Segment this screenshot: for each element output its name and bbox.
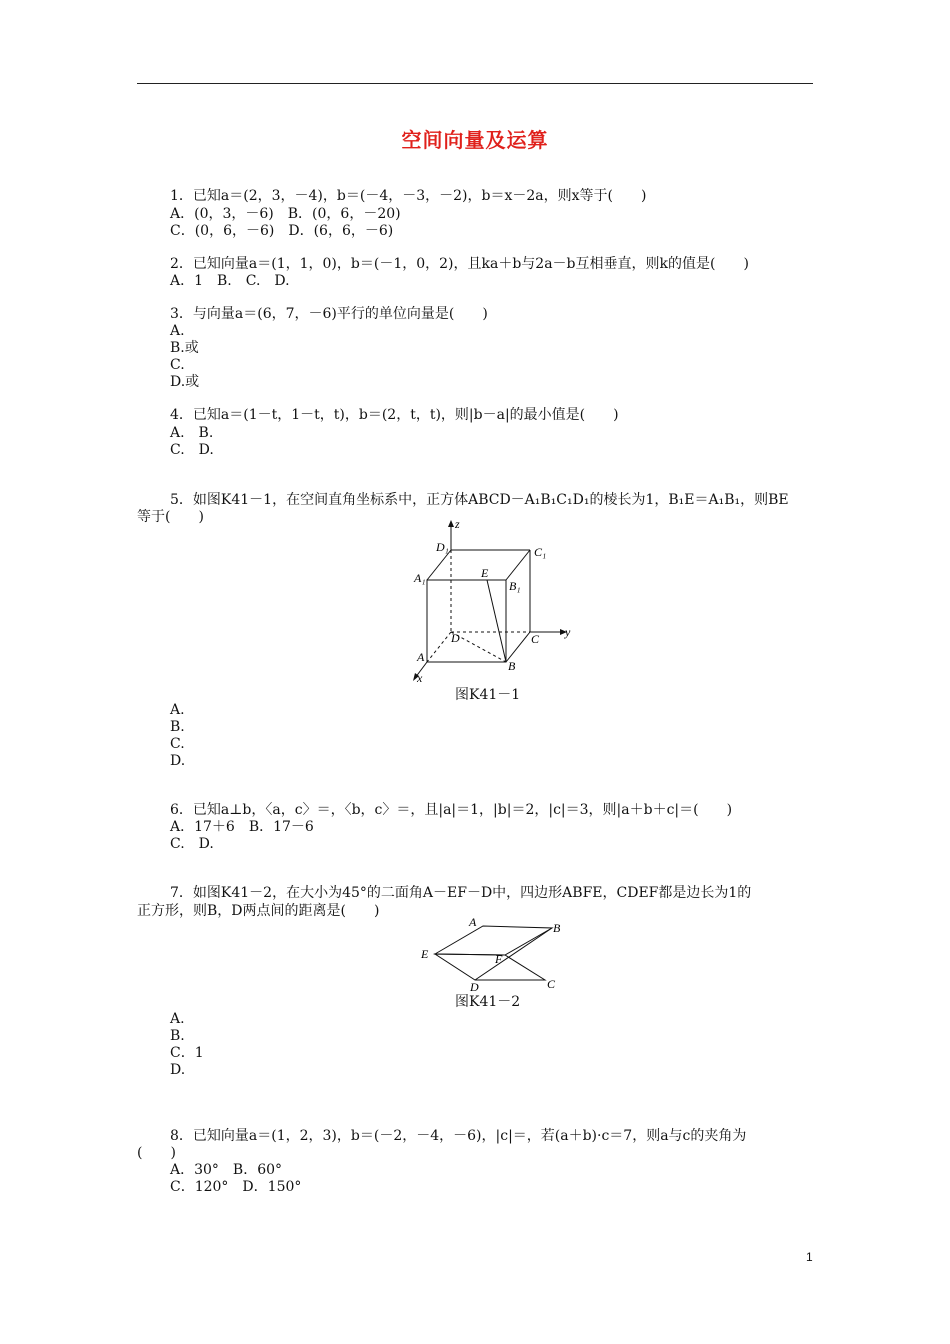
q3-option-a: A. <box>170 323 185 339</box>
q3-stem: 3．与向量a＝(6，7，－6)平行的单位向量是( ) <box>170 306 488 322</box>
q3-option-c: C. <box>170 357 185 373</box>
q3-option-d: D.或 <box>170 374 200 390</box>
cube-label-a1: A₁ <box>414 571 426 585</box>
q4-options-cd: C. D. <box>170 442 214 458</box>
q7-option-c: C．1 <box>170 1045 204 1061</box>
q7-option-a: A. <box>170 1011 185 1027</box>
q1-options-cd: C．(0，6，－6) D．(6，6，－6) <box>170 223 394 239</box>
q5-option-c: C. <box>170 736 185 752</box>
dihedral-label-c: C <box>547 977 556 991</box>
cube-label-a: A <box>417 650 425 664</box>
q2-stem: 2．已知向量a＝(1，1，0)，b＝(－1，0，2)，且ka＋b与2a－b互相垂直，则k的值是( ) <box>170 256 749 272</box>
q4-stem: 4．已知a＝(1－t，1－t，t)，b＝(2，t，t)，则|b－a|的最小值是( ) <box>170 407 619 423</box>
q8-stem-line1: 8．已知向量a＝(1，2，3)，b＝(－2，－4，－6)，|c|＝，若(a＋b)·c＝7，则a与c的夹角为 <box>170 1128 747 1144</box>
q5-option-b: B. <box>170 719 185 735</box>
cube-figure <box>405 518 585 688</box>
q7-stem-line2: 正方形，则B，D两点间的距离是( ) <box>137 903 380 919</box>
q8-options-ab: A．30° B．60° <box>170 1162 283 1178</box>
cube-label-e: E <box>481 566 489 580</box>
q5-stem-line1: 5．如图K41－1，在空间直角坐标系中，正方体ABCD－A₁B₁C₁D₁的棱长为1，B₁E＝A₁B₁，则BE <box>170 492 789 508</box>
q1-options-ab: A．(0，3，－6) B．(0，6，－20) <box>170 206 401 222</box>
q3-option-b: B.或 <box>170 340 199 356</box>
header-rule <box>137 83 813 84</box>
cube-label-y: y <box>565 625 571 639</box>
q5-option-d: D. <box>170 753 186 769</box>
q5-option-a: A. <box>170 702 185 718</box>
cube-label-x: x <box>417 671 423 685</box>
q2-options: A．1 B. C. D. <box>170 273 290 289</box>
cube-label-b1: B₁ <box>509 579 521 593</box>
dihedral-label-a: A <box>469 915 477 929</box>
cube-label-d: D <box>451 631 460 645</box>
dihedral-label-f: F <box>495 952 503 966</box>
dihedral-label-d: D <box>470 980 479 994</box>
q7-option-b: B. <box>170 1028 185 1044</box>
cube-label-c1: C₁ <box>534 545 547 559</box>
dihedral-figure <box>415 912 575 994</box>
page-title: 空间向量及运算 <box>401 128 549 152</box>
q4-options-ab: A. B. <box>170 425 214 441</box>
q8-options-cd: C．120° D．150° <box>170 1179 302 1195</box>
cube-label-d1: D₁ <box>436 540 449 554</box>
q7-stem-line1: 7．如图K41－2，在大小为45°的二面角A－EF－D中，四边形ABFE，CDEF都是边长为1的 <box>170 885 752 901</box>
q6-options-ab: A．17＋6 B．17－6 <box>170 819 314 835</box>
cube-label-b: B <box>508 659 516 673</box>
q5-stem-line2: 等于( ) <box>137 509 204 525</box>
cube-label-z: z <box>455 518 460 531</box>
q7-option-d: D. <box>170 1062 186 1078</box>
q8-stem-line2: ( ) <box>137 1145 176 1161</box>
q6-stem: 6．已知a⊥b，〈a，c〉＝，〈b，c〉＝，且|a|＝1，|b|＝2，|c|＝3，则|a＋b＋c|＝( ) <box>170 802 733 818</box>
figure-caption-k41-1: 图K41－1 <box>455 687 521 703</box>
page-number: 1 <box>806 1250 813 1264</box>
dihedral-label-e: E <box>421 947 429 961</box>
q1-stem: 1．已知a＝(2，3，－4)，b＝(－4，－3，－2)，b＝x－2a，则x等于( ) <box>170 188 647 204</box>
cube-label-c: C <box>531 632 540 646</box>
dihedral-label-b: B <box>553 921 561 935</box>
q6-options-cd: C. D. <box>170 836 214 852</box>
figure-caption-k41-2: 图K41－2 <box>455 994 521 1010</box>
